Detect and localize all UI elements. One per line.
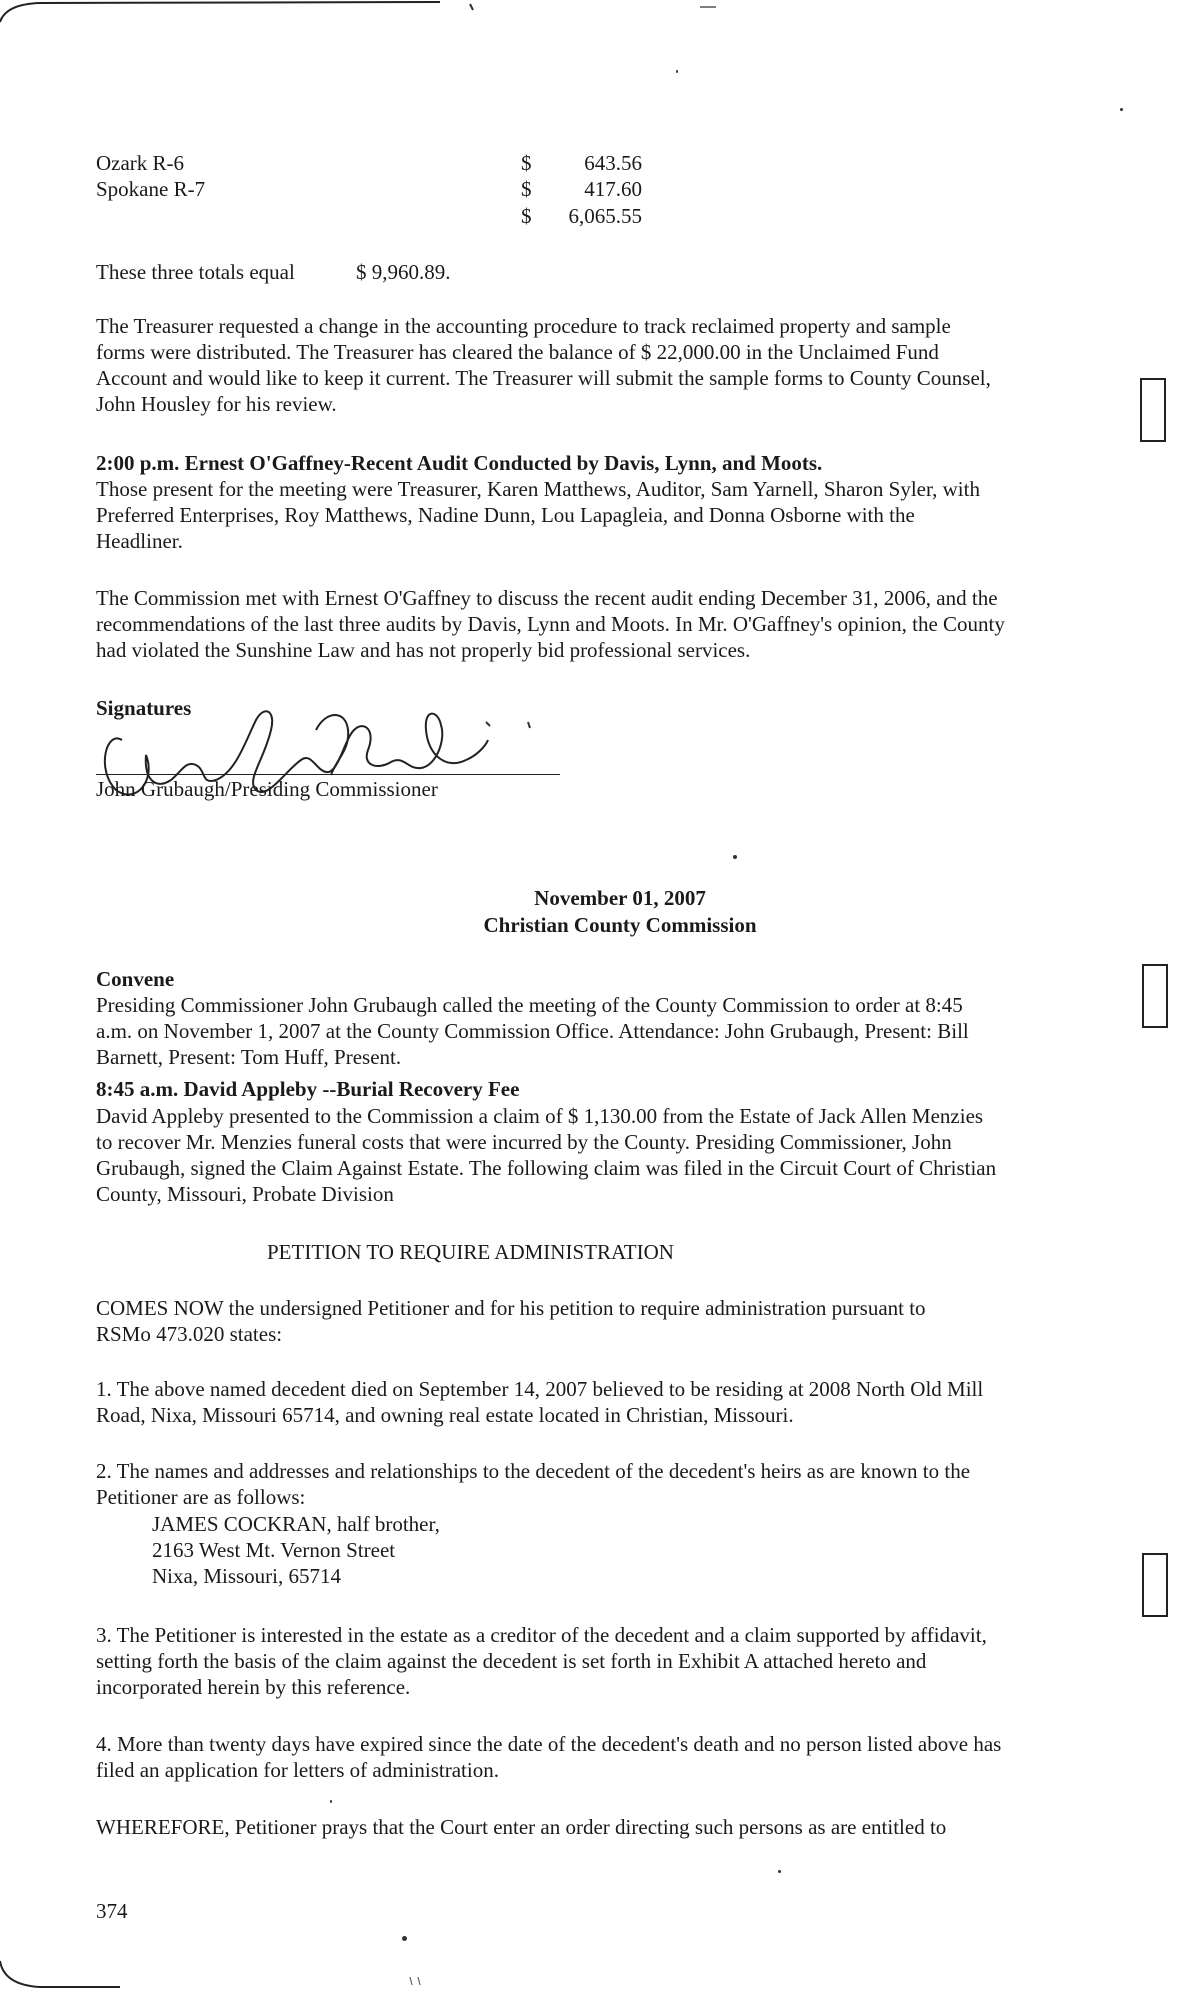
- meeting-date: November 01, 2007: [534, 886, 706, 910]
- payment-currency: $: [521, 151, 532, 175]
- text-line: setting forth the basis of the claim against the decedent is set forth in Exhibit A attached hereto and: [96, 1649, 927, 1673]
- totals-value: $ 9,960.89.: [356, 260, 451, 284]
- petition-title: PETITION TO REQUIRE ADMINISTRATION: [267, 1240, 674, 1264]
- text-line: Nixa, Missouri, 65714: [152, 1564, 341, 1588]
- scan-speck: [676, 70, 678, 73]
- signature-caption: John Grubaugh/Presiding Commissioner: [96, 777, 438, 801]
- heir-address: [152, 1511, 1172, 1589]
- text-line: Account and would like to keep it current. The Treasurer will submit the sample forms to County Counsel,: [96, 366, 991, 390]
- scan-speck: [778, 1870, 781, 1873]
- page-number: 374: [96, 1899, 128, 1923]
- payment-amount: 6,065.55: [568, 204, 642, 228]
- text-line: a.m. on November 1, 2007 at the County Commission Office. Attendance: John Grubaugh, Present: Bill: [96, 1019, 969, 1043]
- text-line: Road, Nixa, Missouri 65714, and owning real estate located in Christian, Missouri.: [96, 1403, 794, 1427]
- payment-amount: 643.56: [584, 151, 642, 175]
- text-line: David Appleby presented to the Commission a claim of $ 1,130.00 from the Estate of Jack Allen Menzies: [96, 1104, 984, 1128]
- payment-name: Spokane R-7: [96, 177, 206, 201]
- petition-item-3: [96, 1622, 1116, 1700]
- text-line: Grubaugh, signed the Claim Against Estate. The following claim was filed in the Circuit Court of Christian: [96, 1156, 997, 1180]
- wherefore-line: WHEREFORE, Petitioner prays that the Court enter an order directing such persons as are entitled to: [96, 1815, 947, 1839]
- text-line: The Commission met with Ernest O'Gaffney to discuss the recent audit ending December 31, 2006, and the: [96, 586, 998, 610]
- text-line: 1. The above named decedent died on September 14, 2007 believed to be residing at 2008 North Old Mill: [96, 1377, 984, 1401]
- text-line: Barnett, Present: Tom Huff, Present.: [96, 1045, 402, 1069]
- commission-paragraph: [96, 585, 1116, 663]
- margin-marker: [1142, 964, 1168, 1028]
- appleby-heading: 8:45 a.m. David Appleby --Burial Recovery Fee: [96, 1077, 520, 1101]
- text-line: JAMES COCKRAN, half brother,: [152, 1512, 440, 1536]
- payment-currency: $: [521, 177, 532, 201]
- margin-marker: [1140, 378, 1166, 442]
- signatures-heading: Signatures: [96, 696, 192, 720]
- scan-edge-bottom: [0, 1955, 1200, 1994]
- text-line: 3. The Petitioner is interested in the estate as a creditor of the decedent and a claim supported by affidavit,: [96, 1623, 987, 1647]
- text-line: recommendations of the last three audits by Davis, Lynn and Moots. In Mr. O'Gaffney's opinion, the County: [96, 612, 1005, 636]
- payment-amount: 417.60: [584, 177, 642, 201]
- text-line: incorporated herein by this reference.: [96, 1675, 411, 1699]
- text-line: filed an application for letters of administration.: [96, 1758, 499, 1782]
- petition-item-1: [96, 1376, 1116, 1428]
- text-line: Headliner.: [96, 529, 183, 553]
- meeting-body: Christian County Commission: [483, 913, 757, 937]
- petition-item-4: [96, 1731, 1116, 1783]
- audit-heading: 2:00 p.m. Ernest O'Gaffney-Recent Audit Conducted by Davis, Lynn, and Moots.: [96, 451, 823, 475]
- text-line: COMES NOW the undersigned Petitioner and for his petition to require administration pursuant to: [96, 1296, 926, 1320]
- text-line: to recover Mr. Menzies funeral costs that were incurred by the County. Presiding Commissioner, John: [96, 1130, 952, 1154]
- treasurer-paragraph: [96, 313, 1116, 417]
- appleby-paragraph: [96, 1103, 1116, 1207]
- convene-heading: Convene: [96, 967, 175, 991]
- present-paragraph: [96, 476, 1116, 554]
- text-line: County, Missouri, Probate Division: [96, 1182, 394, 1206]
- payment-name: Ozark R-6: [96, 151, 185, 175]
- scan-speck: [1120, 108, 1123, 111]
- convene-paragraph: [96, 992, 1116, 1070]
- text-line: Presiding Commissioner John Grubaugh called the meeting of the County Commission to order at 8:45: [96, 993, 963, 1017]
- text-line: 4. More than twenty days have expired since the date of the decedent's death and no person listed above has: [96, 1732, 1002, 1756]
- text-line: Those present for the meeting were Treasurer, Karen Matthews, Auditor, Sam Yarnell, Sharon Syler, with: [96, 477, 980, 501]
- text-line: had violated the Sunshine Law and has not properly bid professional services.: [96, 638, 751, 662]
- text-line: Preferred Enterprises, Roy Matthews, Nadine Dunn, Lou Lapagleia, and Donna Osborne with the: [96, 503, 915, 527]
- text-line: 2. The names and addresses and relationships to the decedent of the decedent's heirs as are known to the: [96, 1459, 971, 1483]
- scan-speck: [330, 1800, 332, 1803]
- petition-item-2: [96, 1458, 1116, 1510]
- text-line: The Treasurer requested a change in the accounting procedure to track reclaimed property and sample: [96, 314, 951, 338]
- scan-speck: [402, 1936, 407, 1941]
- scan-edge-top: [0, 0, 1200, 40]
- totals-label: These three totals equal: [96, 260, 295, 284]
- payment-currency: $: [521, 204, 532, 228]
- signature-line: [96, 774, 560, 775]
- text-line: Petitioner are as follows:: [96, 1485, 306, 1509]
- text-line: 2163 West Mt. Vernon Street: [152, 1538, 396, 1562]
- text-line: John Housley for his review.: [96, 392, 337, 416]
- text-line: forms were distributed. The Treasurer has cleared the balance of $ 22,000.00 in the Unclaimed Fund: [96, 340, 939, 364]
- comes-now-paragraph: [96, 1295, 1116, 1347]
- scan-speck: [733, 855, 737, 859]
- text-line: RSMo 473.020 states:: [96, 1322, 283, 1346]
